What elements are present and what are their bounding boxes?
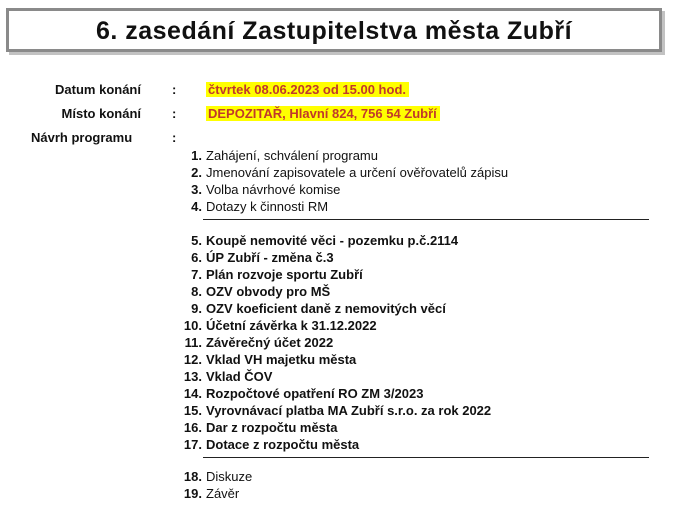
agenda-item [191, 165, 509, 181]
agenda-item-text: Diskuze [206, 469, 253, 484]
agenda-item-number: 15. [183, 403, 202, 418]
agenda-item-text: Volba návrhové komise [206, 182, 341, 197]
agenda-item-number: 17. [183, 437, 202, 452]
date-colon: : [172, 82, 177, 97]
place-label: Místo konání [61, 106, 141, 121]
agenda-item [184, 335, 334, 351]
agenda-item-text: Účetní závěrka k 31.12.2022 [206, 318, 377, 333]
agenda-item-number: 16. [183, 420, 202, 435]
agenda-item-number: 14. [183, 386, 202, 401]
agenda-item-text: Zahájení, schválení programu [206, 148, 378, 163]
program-colon: : [172, 130, 177, 145]
agenda-item-number: 4. [191, 199, 202, 214]
agenda-item [183, 486, 240, 502]
place-value: DEPOZITAŘ, Hlavní 824, 756 54 Zubří [206, 106, 440, 121]
agenda-item-text: Závěr [206, 486, 240, 501]
agenda-item [191, 199, 329, 215]
agenda-item [191, 233, 459, 249]
agenda-item-text: Vklad ČOV [206, 369, 273, 384]
agenda-item [183, 469, 253, 485]
agenda-item [191, 267, 363, 283]
agenda-item-number: 19. [183, 486, 202, 501]
agenda-item-number: 18. [183, 469, 202, 484]
agenda-item-text: Vyrovnávací platba MA Zubří s.r.o. za rok 2022 [206, 403, 492, 418]
agenda-item [183, 352, 357, 368]
section-divider [203, 457, 649, 458]
page-title: 6. zasedání Zastupitelstva města Zubří [95, 17, 573, 45]
agenda-item [191, 301, 446, 317]
agenda-item-number: 7. [191, 267, 202, 282]
agenda-item [183, 403, 492, 419]
agenda-item [191, 284, 331, 300]
date-value: čtvrtek 08.06.2023 od 15.00 hod. [206, 82, 409, 97]
place-colon: : [172, 106, 177, 121]
agenda-item-number: 8. [191, 284, 202, 299]
date-label: Datum konání [55, 82, 141, 97]
agenda-item-number: 13. [183, 369, 202, 384]
agenda-item-number: 12. [183, 352, 202, 367]
agenda-item-text: Dotazy k činnosti RM [206, 199, 329, 214]
agenda-item [191, 250, 334, 266]
agenda-item-number: 9. [191, 301, 202, 316]
agenda-item-text: Dar z rozpočtu města [206, 420, 338, 435]
program-label: Návrh programu [31, 130, 133, 145]
agenda-item-text: Vklad VH majetku města [206, 352, 357, 367]
agenda-item-text: ÚP Zubří - změna č.3 [206, 250, 334, 265]
agenda-item-number: 2. [191, 165, 202, 180]
agenda-item [183, 437, 360, 453]
agenda-item-text: OZV koeficient daně z nemovitých věcí [206, 301, 446, 316]
agenda-item [191, 182, 341, 198]
agenda-item-number: 5. [191, 233, 202, 248]
agenda-item-text: Závěrečný účet 2022 [206, 335, 334, 350]
agenda-item-number: 3. [191, 182, 202, 197]
agenda-item-text: Plán rozvoje sportu Zubří [206, 267, 363, 282]
agenda-item-text: Jmenování zapisovatele a určení ověřovatelů zápisu [206, 165, 509, 180]
agenda-item-text: Koupě nemovité věci - pozemku p.č.2114 [206, 233, 459, 248]
agenda-item-number: 1. [191, 148, 202, 163]
agenda-item [183, 369, 273, 385]
agenda-item [183, 386, 424, 402]
agenda-item [183, 420, 338, 436]
agenda-item [183, 318, 377, 334]
section-divider [203, 219, 649, 220]
agenda-item-number: 10. [183, 318, 202, 333]
agenda-item-text: Dotace z rozpočtu města [206, 437, 360, 452]
agenda-item [191, 148, 378, 164]
agenda-item-number: 11. [184, 335, 202, 350]
agenda-item-number: 6. [191, 250, 202, 265]
agenda-item-text: OZV obvody pro MŠ [206, 284, 331, 299]
agenda-item-text: Rozpočtové opatření RO ZM 3/2023 [206, 386, 424, 401]
